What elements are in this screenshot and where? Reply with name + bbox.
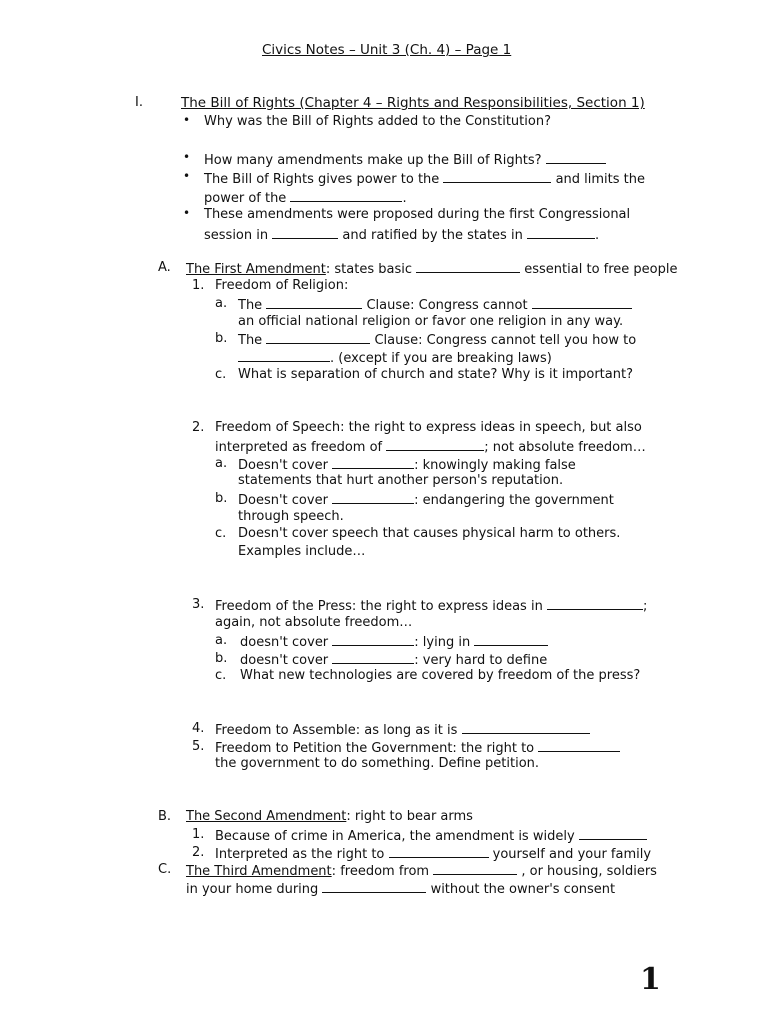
section-numeral: I. xyxy=(135,95,143,110)
sub-letter: b. xyxy=(215,331,228,346)
sub-text: Doesn't cover speech that causes physical harm to others. xyxy=(238,526,621,541)
sub-text: through speech. xyxy=(238,509,344,524)
amendment-line: The First Amendment: states basic essential to free people xyxy=(186,262,678,277)
answer-blank[interactable] xyxy=(389,845,489,858)
sub-text: The Clause: Congress cannot tell you how to xyxy=(238,333,637,348)
part-letter: B. xyxy=(158,809,172,824)
sub-text: Examples include… xyxy=(238,544,366,559)
sub-text: doesn't cover : lying in xyxy=(240,633,548,651)
answer-blank[interactable] xyxy=(266,296,362,309)
answer-blank[interactable] xyxy=(532,296,632,309)
answer-blank[interactable] xyxy=(474,633,548,646)
answer-blank[interactable] xyxy=(238,349,330,362)
sub-text: What is separation of church and state? Why is it important? xyxy=(238,367,633,382)
sub-letter: a. xyxy=(215,296,228,311)
item-text: Freedom to Petition the Government: the right to xyxy=(215,739,620,757)
sub-text: The Clause: Congress cannot xyxy=(238,296,632,314)
sub-letter: c. xyxy=(215,526,227,541)
answer-blank[interactable] xyxy=(538,739,620,752)
sub-letter: b. xyxy=(215,651,228,666)
answer-blank[interactable] xyxy=(462,721,590,734)
item-number: 5. xyxy=(192,739,205,754)
page-number: 1 xyxy=(640,962,661,997)
bullet-icon: • xyxy=(183,206,191,220)
answer-blank[interactable] xyxy=(416,260,520,273)
item-number: 1. xyxy=(192,278,205,293)
sub-letter: b. xyxy=(215,491,228,506)
item-text: in your home during without the owner's consent xyxy=(186,882,616,897)
part-letter: C. xyxy=(158,862,172,877)
question-text: How many amendments make up the Bill of Rights? xyxy=(204,151,606,169)
amendment-heading: The Second Amendment xyxy=(186,809,347,824)
answer-blank[interactable] xyxy=(266,331,370,344)
item-text: Freedom to Assemble: as long as it is xyxy=(215,721,590,739)
sub-text: doesn't cover : very hard to define xyxy=(240,653,548,668)
item-number: 2. xyxy=(192,420,205,435)
answer-blank[interactable] xyxy=(332,633,414,646)
amendment-heading: The First Amendment xyxy=(186,262,326,277)
item-number: 2. xyxy=(192,845,205,860)
sub-text: Doesn't cover : endangering the government xyxy=(238,493,614,508)
answer-blank[interactable] xyxy=(579,827,647,840)
question-text: session in and ratified by the states in . xyxy=(204,228,600,243)
answer-blank[interactable] xyxy=(290,189,402,202)
answer-blank[interactable] xyxy=(322,880,426,893)
sub-text: Doesn't cover : knowingly making false xyxy=(238,458,576,473)
amendment-heading: The Third Amendment xyxy=(186,864,332,879)
sub-letter: c. xyxy=(215,367,227,382)
sub-text: an official national religion or favor one religion in any way. xyxy=(238,314,624,329)
item-text: interpreted as freedom of ; not absolute freedom… xyxy=(215,440,646,455)
item-number: 3. xyxy=(192,597,205,612)
item-text: Freedom of Speech: the right to express ideas in speech, but also xyxy=(215,420,642,435)
item-text: the government to do something. Define petition. xyxy=(215,756,540,771)
item-number: 1. xyxy=(192,827,205,842)
item-text: Freedom of Religion: xyxy=(215,278,349,293)
sub-text: statements that hurt another person's reputation. xyxy=(238,473,564,488)
sub-text: What new technologies are covered by freedom of the press? xyxy=(240,668,641,683)
answer-blank[interactable] xyxy=(272,226,338,239)
question-text: The Bill of Rights gives power to the and limits the xyxy=(204,172,646,187)
item-text: Interpreted as the right to yourself and your family xyxy=(215,847,652,862)
sub-text: . (except if you are breaking laws) xyxy=(238,349,552,367)
page-title: Civics Notes – Unit 3 (Ch. 4) – Page 1 xyxy=(262,42,512,58)
item-number: 4. xyxy=(192,721,205,736)
answer-blank[interactable] xyxy=(443,170,551,183)
answer-blank[interactable] xyxy=(332,491,414,504)
answer-blank[interactable] xyxy=(547,597,643,610)
sub-letter: c. xyxy=(215,668,227,683)
section-heading: The Bill of Rights (Chapter 4 – Rights and Responsibilities, Section 1) xyxy=(181,95,645,111)
answer-blank[interactable] xyxy=(546,151,606,164)
question-text: Why was the Bill of Rights added to the Constitution? xyxy=(204,114,551,129)
answer-blank[interactable] xyxy=(433,862,517,875)
bullet-icon: • xyxy=(183,113,191,127)
bullet-icon: • xyxy=(183,169,191,183)
question-text: power of the . xyxy=(204,191,407,206)
amendment-line: The Third Amendment: freedom from , or housing, soldiers xyxy=(186,864,657,879)
item-text: Because of crime in America, the amendment is widely xyxy=(215,827,647,845)
answer-blank[interactable] xyxy=(332,651,414,664)
answer-blank[interactable] xyxy=(527,226,595,239)
answer-blank[interactable] xyxy=(386,438,484,451)
answer-blank[interactable] xyxy=(332,456,414,469)
item-text: Freedom of the Press: the right to express ideas in ; xyxy=(215,599,648,614)
bullet-icon: • xyxy=(183,150,191,164)
sub-letter: a. xyxy=(215,456,228,471)
item-text: again, not absolute freedom… xyxy=(215,615,413,630)
part-letter: A. xyxy=(158,260,171,275)
sub-letter: a. xyxy=(215,633,228,648)
question-text: These amendments were proposed during the first Congressional xyxy=(204,207,631,222)
amendment-line: The Second Amendment: right to bear arms xyxy=(186,809,473,824)
